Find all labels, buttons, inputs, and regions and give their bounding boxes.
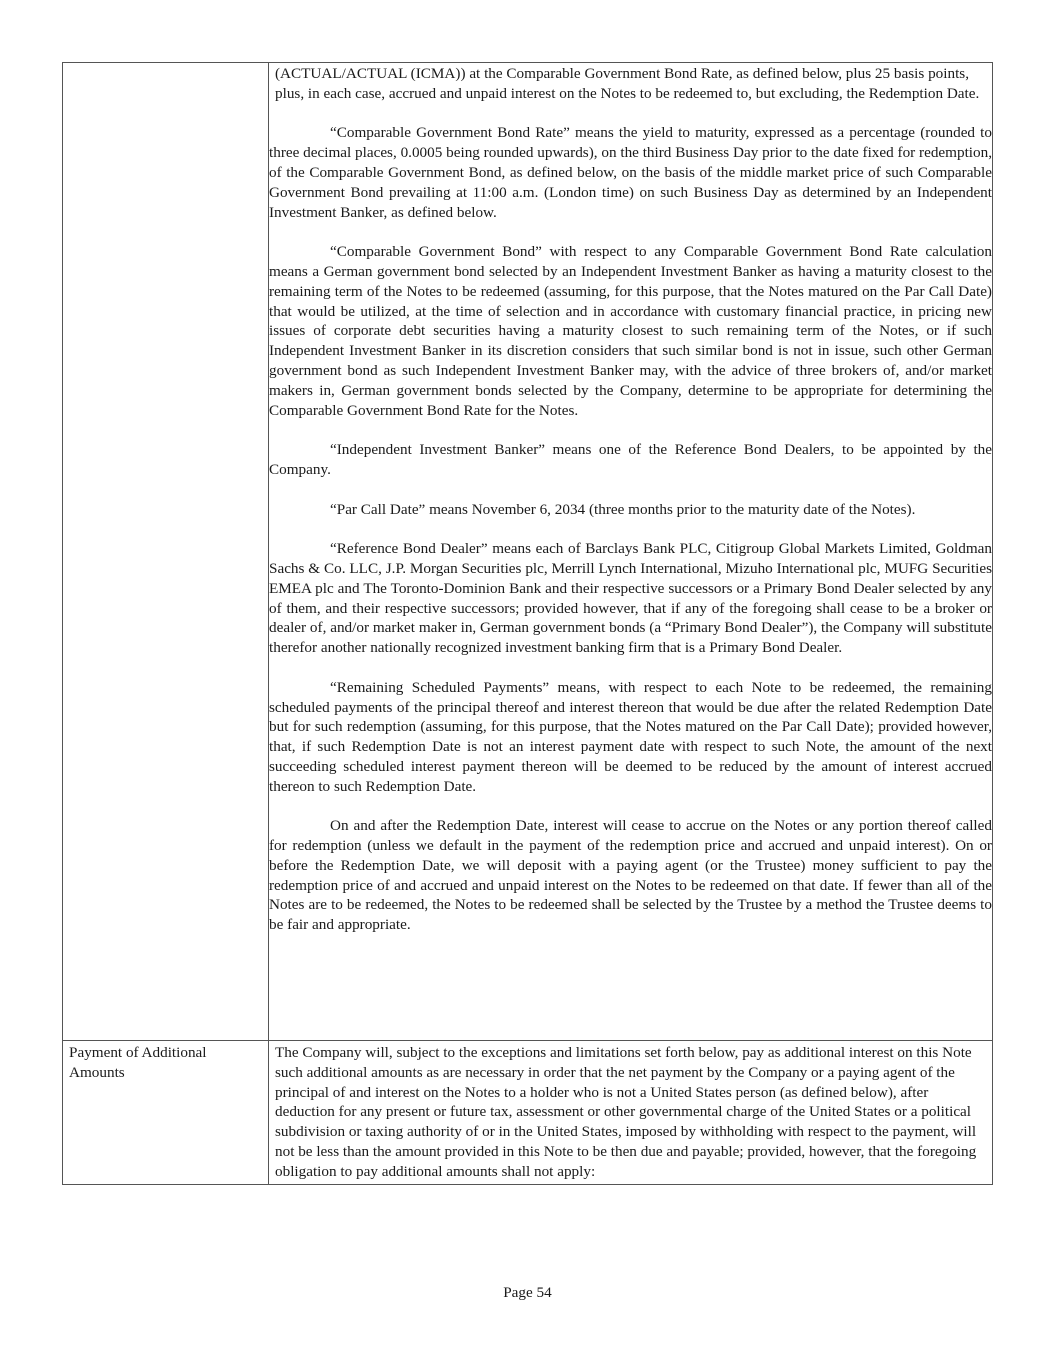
redemption-terms-cell	[269, 63, 993, 1041]
row-label-additional-amounts: Payment of Additional Amounts	[63, 1041, 269, 1185]
paragraph-redemption-date-interest: On and after the Redemption Date, interest will cease to accrue on the Notes or any portion thereof called for redemption (unless we default in the payment of the redemption price and accrued and unpaid interest). On or before the Redemption Date, we will deposit with a paying agent (or the Trustee) money sufficient to pay the redemption price of and accrued and unpaid interest on the Notes to be redeemed on that date. If fewer than all of the Notes are to be redeemed, the Notes to be redeemed shall be selected by the Trustee by a method the Trustee deems to be fair and appropriate.	[269, 817, 992, 934]
paragraph-independent-investment-banker: “Independent Investment Banker” means one of the Reference Bond Dealers, to be appointed by the Company.	[269, 441, 992, 478]
paragraph-continuation: (ACTUAL/ACTUAL (ICMA)) at the Comparable Government Bond Rate, as defined below, plus 25 basis points, plus, in each case, accrued and unpaid interest on the Notes to be redeemed to, but excluding, the Redemption Date.	[275, 65, 980, 102]
table-row	[63, 1041, 993, 1185]
additional-amounts-text: The Company will, subject to the exceptions and limitations set forth below, pay as additional interest on this Note such additional amounts as are necessary in order that the net payment by the Company or a paying agent of the principal of and interest on the Notes to a holder who is not a United States person (as defined below), after deduction for any present or future tax, assessment or other governmental charge of the United States or a political subdivision or taxing authority of or in the United States, imposed by withholding with respect to the payment, will not be less than the amount provided in this Note to be then due and payable; provided, however, that the foregoing obligation to pay additional amounts shall not apply:	[269, 1041, 993, 1185]
page-number: Page 54	[503, 1284, 552, 1301]
paragraph-comparable-government-bond: “Comparable Government Bond” with respect to any Comparable Government Bond Rate calculation means a German government bond selected by an Independent Investment Banker as having a maturity closest to the remaining term of the Notes to be redeemed (assuming, for this purpose, that the Notes matured on the Par Call Date) that would be utilized, at the time of selection and in accordance with customary financial practice, in pricing new issues of corporate debt securities having a maturity closest to such remaining term of the Notes, or if such Independent Investment Banker in its discretion considers that such similar bond is not in issue, such other German government bond as such Independent Investment Banker may, with the advice of three brokers of, and/or market makers in, German government bonds selected by the Company, determine to be appropriate for determining the Comparable Government Bond Rate for the Notes.	[269, 243, 992, 419]
paragraph-par-call-date: “Par Call Date” means November 6, 2034 (three months prior to the maturity date of the Notes).	[330, 500, 916, 518]
table-row	[63, 63, 993, 1041]
paragraph-remaining-scheduled-payments: “Remaining Scheduled Payments” means, with respect to each Note to be redeemed, the remaining scheduled payments of the principal thereof and interest thereon that would be due after the related Redemption Date but for such redemption (assuming, for this purpose, that the Notes matured on the Par Call Date); provided however, that, if such Redemption Date is not an interest payment date with respect to such Note, the amount of the next succeeding scheduled interest payment thereon will be deemed to be reduced by the amount of interest accrued thereon to such Redemption Date.	[269, 678, 992, 795]
paragraph-reference-bond-dealer: “Reference Bond Dealer” means each of Barclays Bank PLC, Citigroup Global Markets Limited, Goldman Sachs & Co. LLC, J.P. Morgan Securities plc, Merrill Lynch International, Mizuho International plc, MUFG Securities EMEA plc and The Toronto-Dominion Bank and their respective successors or a Primary Bond Dealer selected by any of them, and their respective successors; provided however, that if any of the foregoing shall cease to be a broker or dealer of, and/or market maker in, German government bonds (a “Primary Bond Dealer”), the Company will substitute therefor another nationally recognized investment banking firm that is a Primary Bond Dealer.	[269, 540, 992, 657]
row-label-empty	[63, 63, 269, 1041]
terms-table	[62, 62, 993, 1185]
paragraph-comparable-government-bond-rate: “Comparable Government Bond Rate” means the yield to maturity, expressed as a percentage (rounded to three decimal places, 0.0005 being rounded upwards), on the third Business Day prior to the date fixed for redemption, of the Comparable Government Bond, as defined below, on the basis of the middle market price of such Comparable Government Bond prevailing at 11:00 a.m. (London time) on such Business Day as determined by an Independent Investment Banker, as defined below.	[269, 124, 992, 221]
